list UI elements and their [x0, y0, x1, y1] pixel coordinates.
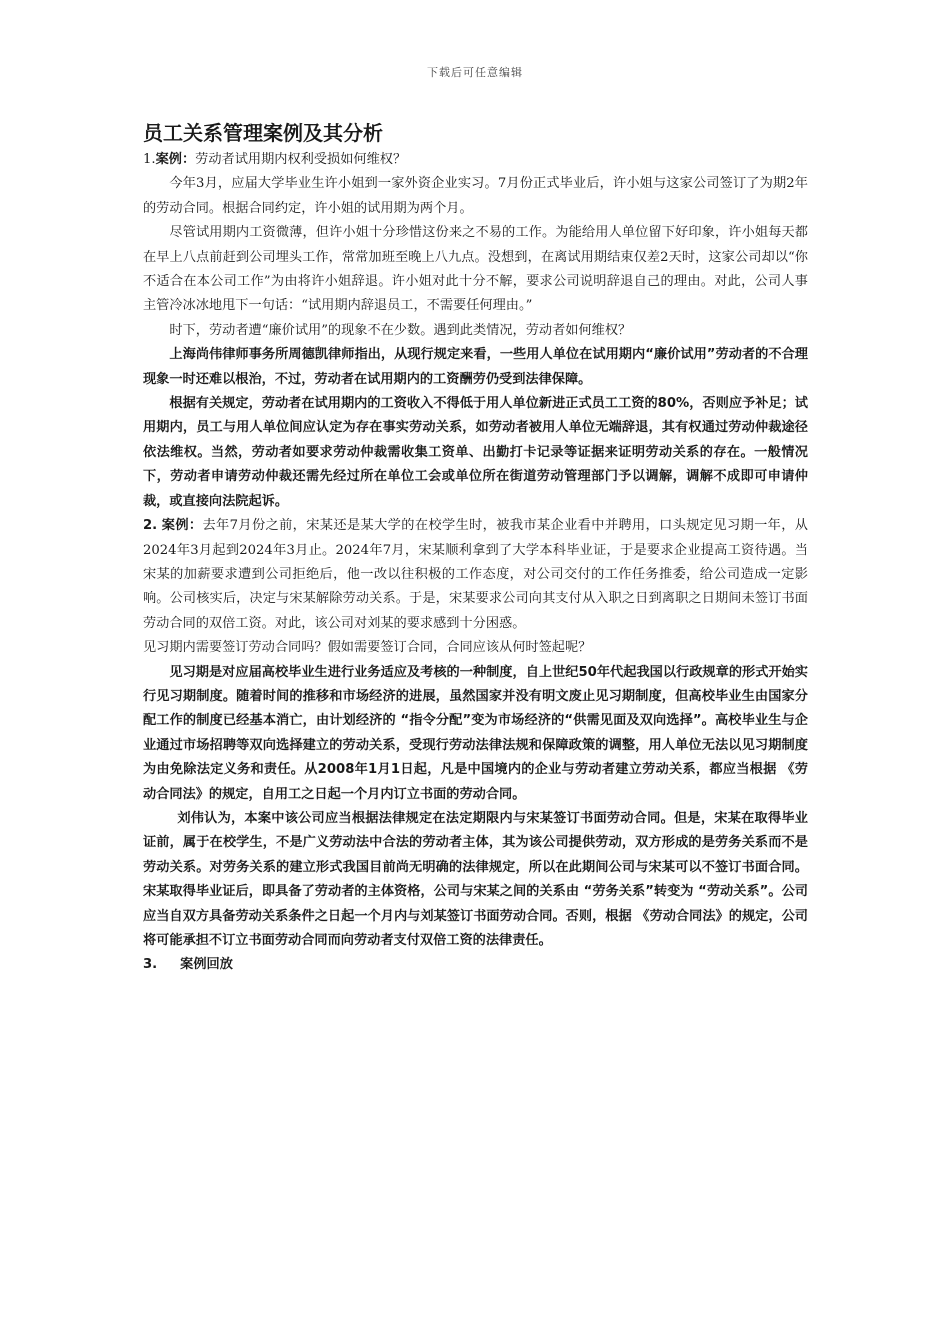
document-title: 员工关系管理案例及其分析 — [143, 121, 383, 145]
case3-label: 案例回放 — [180, 957, 233, 973]
case2-paragraph-3: 刘伟认为，本案中该公司应当根据法律规定在法定期限内与宋某签订书面劳动合同。但是，宋某在取得毕业证前，属于在校学生，不是广义劳动法中合法的劳动者主体，其为该公司提供劳动，双方形成的是劳务关系而不是劳动关系。对劳务关系的建立形式我国目前尚无明确的法律规定，所以在此期间公司与宋某可以不签订书面合同。宋某取得毕业证后，即具备了劳动者的主体资格，公司与宋某之间的关系由 “劳务关系”转变为 “劳动关系”。公司应当自双方具备劳动关系条件之日起一个月内与刘某签订书面劳动合同。否则，根据 《劳动合同法》的规定，公司将可能承担不订立书面劳动合同而向劳动者支付双倍工资的法律责任。 — [143, 810, 808, 948]
document-body — [143, 118, 808, 978]
case1-heading — [143, 148, 808, 172]
case2-number: 2. — [143, 518, 158, 534]
page-header: 下载后可任意编辑 — [427, 66, 523, 79]
case1-paragraph-3: 时下，劳动者遭“廉价试用”的现象不在少数。遇到此类情况，劳动者如何维权？ — [169, 322, 632, 338]
case1-number: 1. — [143, 152, 156, 167]
case2-label: 案例： — [161, 518, 203, 534]
case3-heading — [143, 953, 808, 977]
case1-label: 案例： — [155, 152, 196, 167]
case1-paragraph-5: 根据有关规定，劳动者在试用期内的工资收入不得低于用人单位新进正式员工工资的80%，否则应予补足；试用期内，员工与用人单位间应认定为存在事实劳动关系，如劳动者被用人单位无端辞退，其有权通过劳动仲裁途径依法维权。当然，劳动者如要求劳动仲裁需收集工资单、出勤打卡记录等证据来证明劳动关系的存在。一般情况下，劳动者申请劳动仲裁还需先经过所在单位工会或单位所在街道劳动管理部门予以调解，调解不成即可申请仲裁，或直接向法院起诉。 — [143, 396, 808, 509]
case2-text: 去年7月份之前，宋某还是某大学的在校学生时，被我市某企业看中并聘用，口头规定见习期一年，从2024年3月起到2024年3月止。2024年7月，宋某顺利拿到了大学本科毕业证，于是要求企业提高工资待遇。当宋某的加薪要求遭到公司拒绝后，他一改以往积极的工作态度，对公司交付的工作任务推委，给公司造成一定影响。公司核实后，决定与宋某解除劳动关系。于是，宋某要求公司向其支付从入职之日到离职之日期间未签订书面劳动合同的双倍工资。对此，该公司对刘某的要求感到十分困惑。 — [143, 518, 808, 631]
case1-paragraph-1: 今年3月，应届大学毕业生许小姐到一家外资企业实习。7月份正式毕业后，许小姐与这家公司签订了为期2年的劳动合同。根据合同约定，许小姐的试用期为两个月。 — [143, 176, 808, 216]
case2-question: 见习期内需要签订劳动合同吗？假如需要签订合同，合同应该从何时签起呢？ — [143, 640, 592, 656]
case1-paragraph-2: 尽管试用期内工资微薄，但许小姐十分珍惜这份来之不易的工作。为能给用人单位留下好印象，许小姐每天都在早上八点前赶到公司埋头工作，常常加班至晚上八九点。没想到，在离试用期结束仅差2天时，这家公司却以“你不适合在本公司工作”为由将许小姐辞退。许小姐对此十分不解，要求公司说明辞退自己的理由。对此，公司人事主管冷冰冰地甩下一句话：“试用期内辞退员工，不需要任何理由。” — [143, 225, 808, 314]
case1-question: 劳动者试用期内权利受损如何维权？ — [195, 152, 407, 167]
case1-paragraph-4: 上海尚伟律师事务所周德凯律师指出，从现行规定来看，一些用人单位在试用期内“廉价试用”劳动者的不合理现象一时还难以根治，不过，劳动者在试用期内的工资酬劳仍受到法律保障。 — [143, 347, 808, 387]
case2-paragraph-2: 见习期是对应届高校毕业生进行业务适应及考核的一种制度，自上世纪50年代起我国以行政规章的形式开始实行见习期制度。随着时间的推移和市场经济的进展，虽然国家并没有明文废止见习期制度，但高校毕业生由国家分配工作的制度已经基本消亡，由计划经济的 “指令分配”变为市场经济的“供需见面及双向选择”。高校毕业生与企业通过市场招聘等双向选择建立的劳动关系，受现行劳动法律法规和保障政策的调整，用人单位无法以见习期制度为由免除法定义务和责任。从2008年1月1日起，凡是中国境内的企业与劳动者建立劳动关系，都应当根据 《劳动合同法》的规定，自用工之日起一个月内订立书面的劳动合同。 — [143, 664, 808, 802]
case3-number: 3. — [143, 957, 158, 973]
case2-paragraph-1 — [143, 514, 808, 636]
